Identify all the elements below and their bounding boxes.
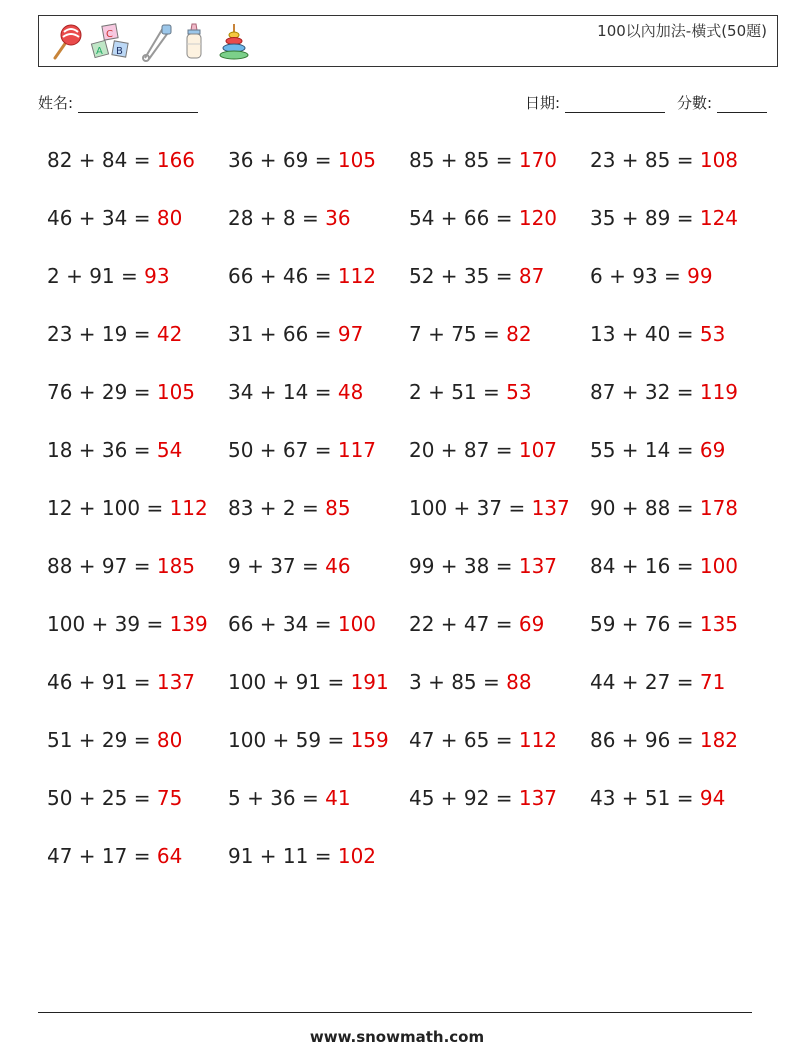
problem-question: 44 + 27 = [590, 670, 700, 694]
problem-item [47, 786, 182, 810]
problem-item [590, 322, 725, 346]
problem-answer: 100 [337, 612, 377, 636]
baby-bottle-icon [179, 22, 209, 62]
problem-answer: 53 [506, 380, 532, 404]
problem-item [47, 438, 182, 462]
problem-item [409, 786, 557, 810]
problem-answer: 120 [518, 206, 558, 230]
problem-question: 5 + 36 = [228, 786, 326, 810]
problem-question: 52 + 35 = [409, 264, 519, 288]
problem-answer: 166 [156, 148, 196, 172]
problem-answer: 137 [156, 670, 196, 694]
problem-question: 59 + 76 = [590, 612, 700, 636]
problem-answer: 107 [518, 438, 558, 462]
date-field [525, 92, 665, 113]
problem-answer: 88 [506, 670, 532, 694]
problem-item [47, 496, 208, 520]
problem-answer: 64 [156, 844, 183, 868]
problem-answer: 97 [337, 322, 364, 346]
problem-question: 100 + 37 = [409, 496, 532, 520]
problem-answer: 42 [156, 322, 183, 346]
problem-answer: 102 [337, 844, 377, 868]
name-field [38, 92, 198, 113]
problem-question: 85 + 85 = [409, 148, 519, 172]
problem-answer: 117 [337, 438, 377, 462]
problem-item [228, 612, 376, 636]
problem-question: 47 + 17 = [47, 844, 157, 868]
problem-item [228, 322, 363, 346]
problem-item [409, 206, 557, 230]
problem-answer: 135 [699, 612, 739, 636]
problem-question: 100 + 39 = [47, 612, 170, 636]
problem-answer: 112 [518, 728, 558, 752]
worksheet-title: 100以內加法-橫式(50題) [597, 22, 767, 40]
svg-text:B: B [116, 46, 123, 57]
problem-answer: 75 [156, 786, 183, 810]
problem-question: 46 + 91 = [47, 670, 157, 694]
date-label: 日期: [525, 94, 561, 112]
problem-question: 18 + 36 = [47, 438, 157, 462]
problem-answer: 112 [169, 496, 208, 520]
icon-strip [47, 20, 253, 64]
problem-answer: 119 [699, 380, 739, 404]
problem-question: 86 + 96 = [590, 728, 700, 752]
problem-item [228, 264, 376, 288]
problem-question: 7 + 75 = [409, 322, 507, 346]
problem-answer: 93 [144, 264, 170, 288]
problem-item [47, 670, 195, 694]
problem-item [409, 148, 557, 172]
problem-question: 23 + 85 = [590, 148, 700, 172]
score-field [677, 92, 767, 113]
problem-question: 99 + 38 = [409, 554, 519, 578]
problem-question: 76 + 29 = [47, 380, 157, 404]
problem-item [409, 612, 544, 636]
problem-question: 36 + 69 = [228, 148, 338, 172]
footer-website: www.snowmath.com [309, 1028, 485, 1046]
problem-answer: 69 [699, 438, 726, 462]
problem-item [47, 844, 182, 868]
problem-question: 34 + 14 = [228, 380, 338, 404]
problem-answer: 112 [337, 264, 377, 288]
problem-question: 51 + 29 = [47, 728, 157, 752]
problem-answer: 137 [518, 554, 558, 578]
problem-item [409, 496, 570, 520]
problem-question: 50 + 67 = [228, 438, 338, 462]
problem-answer: 85 [325, 496, 351, 520]
problem-question: 87 + 32 = [590, 380, 700, 404]
problem-question: 84 + 16 = [590, 554, 700, 578]
problem-question: 91 + 11 = [228, 844, 338, 868]
problem-item [47, 206, 182, 230]
problem-answer: 170 [518, 148, 558, 172]
problem-item [590, 438, 725, 462]
problem-answer: 48 [337, 380, 364, 404]
problem-question: 54 + 66 = [409, 206, 519, 230]
problem-answer: 100 [699, 554, 739, 578]
name-blank [78, 98, 198, 113]
problem-answer: 178 [699, 496, 739, 520]
problem-answer: 87 [518, 264, 545, 288]
problem-item [47, 264, 170, 288]
problem-answer: 139 [169, 612, 208, 636]
problem-item [590, 380, 738, 404]
problem-answer: 71 [699, 670, 726, 694]
problem-answer: 82 [506, 322, 532, 346]
svg-text:C: C [106, 29, 113, 40]
problem-item [409, 554, 557, 578]
problem-item [590, 554, 738, 578]
problem-item [590, 206, 738, 230]
problem-question: 43 + 51 = [590, 786, 700, 810]
problem-answer: 53 [699, 322, 726, 346]
problem-item [409, 380, 532, 404]
problem-item [590, 612, 738, 636]
problem-answer: 94 [699, 786, 726, 810]
date-blank [565, 98, 665, 113]
problem-answer: 80 [156, 206, 183, 230]
problem-question: 55 + 14 = [590, 438, 700, 462]
problem-item [228, 496, 351, 520]
problem-question: 82 + 84 = [47, 148, 157, 172]
problem-question: 23 + 19 = [47, 322, 157, 346]
problem-question: 12 + 100 = [47, 496, 170, 520]
safety-pin-icon [139, 22, 173, 62]
problem-answer: 99 [687, 264, 713, 288]
problem-item [47, 322, 182, 346]
svg-text:A: A [96, 46, 103, 57]
problem-answer: 36 [325, 206, 351, 230]
problem-item [47, 612, 208, 636]
problem-item [228, 670, 389, 694]
problem-answer: 124 [699, 206, 739, 230]
problem-question: 100 + 59 = [228, 728, 351, 752]
stacking-rings-icon [215, 22, 253, 62]
problem-question: 20 + 87 = [409, 438, 519, 462]
problem-answer: 108 [699, 148, 739, 172]
problem-item [409, 322, 532, 346]
problem-item [228, 844, 376, 868]
problem-question: 66 + 46 = [228, 264, 338, 288]
abc-blocks-icon [89, 22, 133, 62]
problem-question: 2 + 91 = [47, 264, 145, 288]
problem-item [228, 728, 389, 752]
problem-item [409, 438, 557, 462]
problem-item [228, 554, 351, 578]
score-blank [717, 98, 767, 113]
problem-item [409, 670, 532, 694]
problem-item [590, 496, 738, 520]
problem-item [228, 786, 351, 810]
problem-question: 47 + 65 = [409, 728, 519, 752]
problem-question: 83 + 2 = [228, 496, 326, 520]
problem-question: 22 + 47 = [409, 612, 519, 636]
problem-item [590, 786, 725, 810]
problem-question: 3 + 85 = [409, 670, 507, 694]
problem-answer: 185 [156, 554, 196, 578]
problem-item [590, 728, 738, 752]
problem-question: 90 + 88 = [590, 496, 700, 520]
problem-answer: 137 [518, 786, 558, 810]
problem-item [228, 206, 351, 230]
problem-question: 13 + 40 = [590, 322, 700, 346]
problem-item [590, 670, 725, 694]
problem-item [409, 728, 557, 752]
problem-item [47, 380, 195, 404]
problem-answer: 54 [156, 438, 183, 462]
problem-item [47, 728, 182, 752]
problem-answer: 105 [337, 148, 377, 172]
problem-answer: 182 [699, 728, 739, 752]
problem-answer: 46 [325, 554, 351, 578]
problem-item [409, 264, 544, 288]
problem-answer: 191 [350, 670, 389, 694]
name-label: 姓名: [38, 94, 74, 112]
problem-item [590, 148, 738, 172]
problem-item [228, 438, 376, 462]
problem-answer: 80 [156, 728, 183, 752]
problem-question: 35 + 89 = [590, 206, 700, 230]
problem-item [47, 148, 195, 172]
problem-question: 28 + 8 = [228, 206, 326, 230]
problem-item [228, 148, 376, 172]
problem-answer: 105 [156, 380, 196, 404]
problem-item [228, 380, 363, 404]
problem-question: 66 + 34 = [228, 612, 338, 636]
problem-question: 46 + 34 = [47, 206, 157, 230]
problem-question: 100 + 91 = [228, 670, 351, 694]
problem-question: 2 + 51 = [409, 380, 507, 404]
header-box [38, 15, 778, 67]
problem-question: 9 + 37 = [228, 554, 326, 578]
problem-question: 50 + 25 = [47, 786, 157, 810]
problem-answer: 159 [350, 728, 389, 752]
problem-answer: 69 [518, 612, 545, 636]
problem-item [47, 554, 195, 578]
problem-answer: 41 [325, 786, 351, 810]
problem-question: 6 + 93 = [590, 264, 688, 288]
problem-item [590, 264, 713, 288]
problem-answer: 137 [531, 496, 570, 520]
problem-question: 88 + 97 = [47, 554, 157, 578]
lollipop-icon [47, 22, 83, 62]
problem-question: 45 + 92 = [409, 786, 519, 810]
problem-question: 31 + 66 = [228, 322, 338, 346]
score-label: 分數: [677, 94, 713, 112]
footer-divider [38, 1012, 752, 1013]
